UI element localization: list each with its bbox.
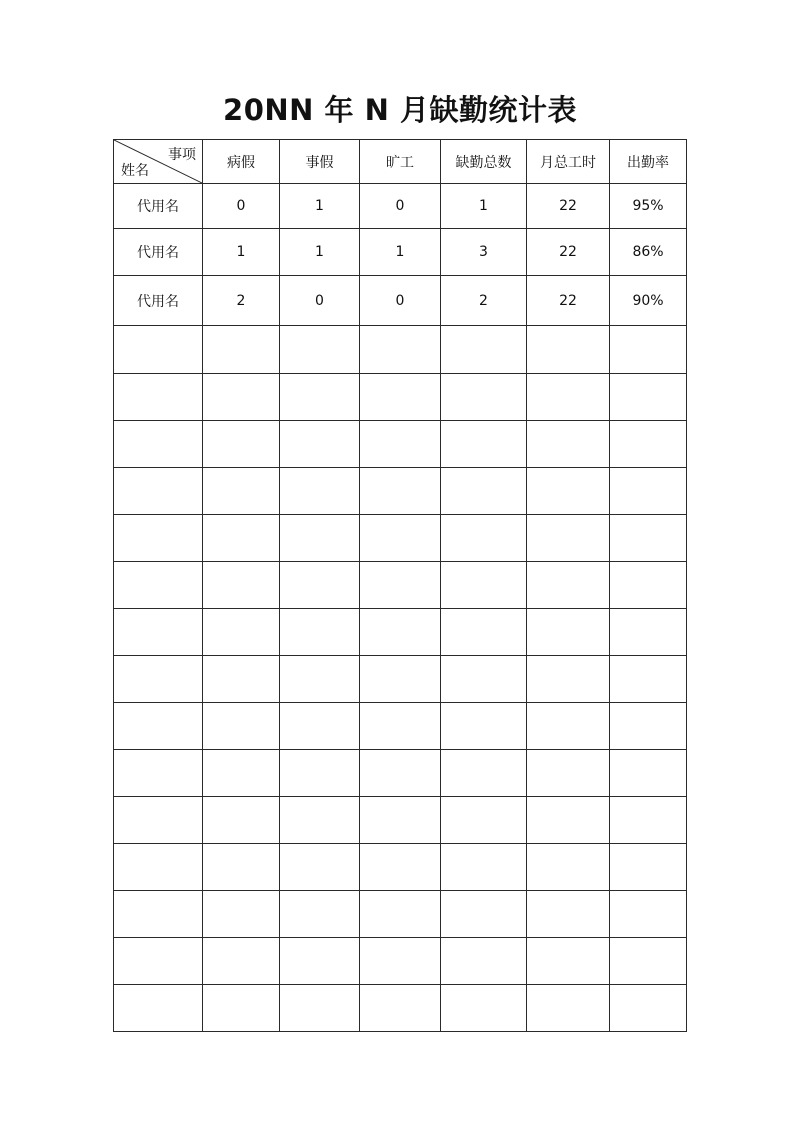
value-cell (441, 468, 527, 515)
header-row (114, 140, 687, 184)
value-cell (527, 985, 610, 1032)
value-cell (203, 515, 280, 562)
value-cell (203, 562, 280, 609)
value-cell (360, 703, 441, 750)
table-row (114, 515, 687, 562)
name-cell (114, 703, 203, 750)
value-cell (280, 515, 360, 562)
value-cell (360, 656, 441, 703)
value-cell (610, 515, 687, 562)
table-row (114, 374, 687, 421)
value-cell: 1 (203, 229, 280, 276)
name-cell (114, 656, 203, 703)
name-cell (114, 797, 203, 844)
value-cell (360, 562, 441, 609)
value-cell (360, 844, 441, 891)
column-header: 缺勤总数 (441, 140, 527, 184)
value-cell (441, 985, 527, 1032)
value-cell (610, 609, 687, 656)
value-cell (527, 326, 610, 374)
value-cell (441, 562, 527, 609)
value-cell (280, 797, 360, 844)
name-cell: 代用名 (114, 276, 203, 326)
value-cell (280, 374, 360, 421)
value-cell (610, 703, 687, 750)
value-cell (360, 468, 441, 515)
value-cell (610, 844, 687, 891)
value-cell (527, 938, 610, 985)
table-row (114, 985, 687, 1032)
name-cell (114, 891, 203, 938)
value-cell: 1 (441, 184, 527, 229)
value-cell (280, 656, 360, 703)
value-cell: 0 (360, 276, 441, 326)
value-cell (610, 750, 687, 797)
value-cell (203, 844, 280, 891)
table-row (114, 891, 687, 938)
table-row (114, 656, 687, 703)
value-cell: 2 (441, 276, 527, 326)
value-cell (203, 656, 280, 703)
value-cell: 3 (441, 229, 527, 276)
value-cell (203, 891, 280, 938)
value-cell (527, 609, 610, 656)
name-cell (114, 421, 203, 468)
name-cell: 代用名 (114, 229, 203, 276)
table-row (114, 326, 687, 374)
table-row (114, 184, 687, 229)
value-cell (280, 844, 360, 891)
value-cell (360, 374, 441, 421)
name-cell (114, 562, 203, 609)
value-cell (610, 326, 687, 374)
column-header: 旷工 (360, 140, 441, 184)
value-cell (610, 562, 687, 609)
value-cell (527, 891, 610, 938)
table-row (114, 703, 687, 750)
value-cell (203, 797, 280, 844)
value-cell (280, 891, 360, 938)
value-cell (527, 468, 610, 515)
value-cell (610, 656, 687, 703)
value-cell: 1 (280, 184, 360, 229)
table-row (114, 750, 687, 797)
value-cell (610, 985, 687, 1032)
value-cell: 1 (280, 229, 360, 276)
value-cell (527, 562, 610, 609)
value-cell (203, 326, 280, 374)
value-cell (280, 938, 360, 985)
name-cell (114, 609, 203, 656)
value-cell (360, 750, 441, 797)
corner-label-items: 事项 (168, 147, 196, 163)
value-cell (280, 562, 360, 609)
column-header: 月总工时 (527, 140, 610, 184)
page-title: 20NN 年 N 月缺勤统计表 (223, 93, 577, 127)
value-cell (203, 374, 280, 421)
value-cell (610, 421, 687, 468)
table-row (114, 797, 687, 844)
value-cell (360, 891, 441, 938)
table-row (114, 938, 687, 985)
value-cell: 2 (203, 276, 280, 326)
value-cell (527, 797, 610, 844)
value-cell (441, 656, 527, 703)
value-cell (610, 468, 687, 515)
value-cell (527, 374, 610, 421)
value-cell (280, 326, 360, 374)
value-cell: 0 (203, 184, 280, 229)
name-cell (114, 985, 203, 1032)
name-cell (114, 844, 203, 891)
name-cell (114, 326, 203, 374)
value-cell (527, 703, 610, 750)
value-cell (441, 797, 527, 844)
table-row (114, 229, 687, 276)
value-cell (360, 326, 441, 374)
value-cell (441, 515, 527, 562)
table-row (114, 468, 687, 515)
table-row (114, 562, 687, 609)
corner-label-name: 姓名 (121, 163, 149, 179)
value-cell (441, 891, 527, 938)
table-row (114, 844, 687, 891)
value-cell: 86% (610, 229, 687, 276)
value-cell (203, 609, 280, 656)
value-cell (610, 374, 687, 421)
value-cell (280, 750, 360, 797)
value-cell (280, 468, 360, 515)
value-cell: 22 (527, 276, 610, 326)
value-cell (360, 609, 441, 656)
value-cell (203, 750, 280, 797)
name-cell (114, 750, 203, 797)
value-cell (203, 421, 280, 468)
value-cell (203, 703, 280, 750)
name-cell (114, 938, 203, 985)
value-cell (527, 656, 610, 703)
value-cell (527, 750, 610, 797)
column-header: 出勤率 (610, 140, 687, 184)
value-cell (280, 421, 360, 468)
value-cell (441, 609, 527, 656)
value-cell (360, 797, 441, 844)
attendance-table (113, 139, 687, 1032)
table-row (114, 609, 687, 656)
name-cell (114, 374, 203, 421)
value-cell (203, 985, 280, 1032)
value-cell (441, 844, 527, 891)
value-cell: 22 (527, 184, 610, 229)
value-cell (527, 515, 610, 562)
value-cell: 0 (360, 184, 441, 229)
value-cell (441, 703, 527, 750)
value-cell (610, 797, 687, 844)
value-cell: 1 (360, 229, 441, 276)
column-header: 病假 (203, 140, 280, 184)
value-cell (527, 844, 610, 891)
value-cell (360, 515, 441, 562)
column-header: 事假 (280, 140, 360, 184)
value-cell (280, 703, 360, 750)
value-cell (441, 421, 527, 468)
value-cell: 95% (610, 184, 687, 229)
table-row (114, 421, 687, 468)
name-cell (114, 468, 203, 515)
value-cell (610, 938, 687, 985)
value-cell: 0 (280, 276, 360, 326)
value-cell (441, 374, 527, 421)
value-cell (203, 938, 280, 985)
value-cell (441, 750, 527, 797)
value-cell (527, 421, 610, 468)
value-cell (441, 938, 527, 985)
name-cell: 代用名 (114, 184, 203, 229)
value-cell (360, 938, 441, 985)
name-cell (114, 515, 203, 562)
value-cell (203, 468, 280, 515)
corner-header-cell (114, 140, 203, 184)
value-cell: 22 (527, 229, 610, 276)
table-row (114, 276, 687, 326)
value-cell (280, 609, 360, 656)
value-cell (360, 985, 441, 1032)
value-cell: 90% (610, 276, 687, 326)
value-cell (360, 421, 441, 468)
value-cell (441, 326, 527, 374)
value-cell (280, 985, 360, 1032)
table-body (114, 184, 687, 1032)
value-cell (610, 891, 687, 938)
